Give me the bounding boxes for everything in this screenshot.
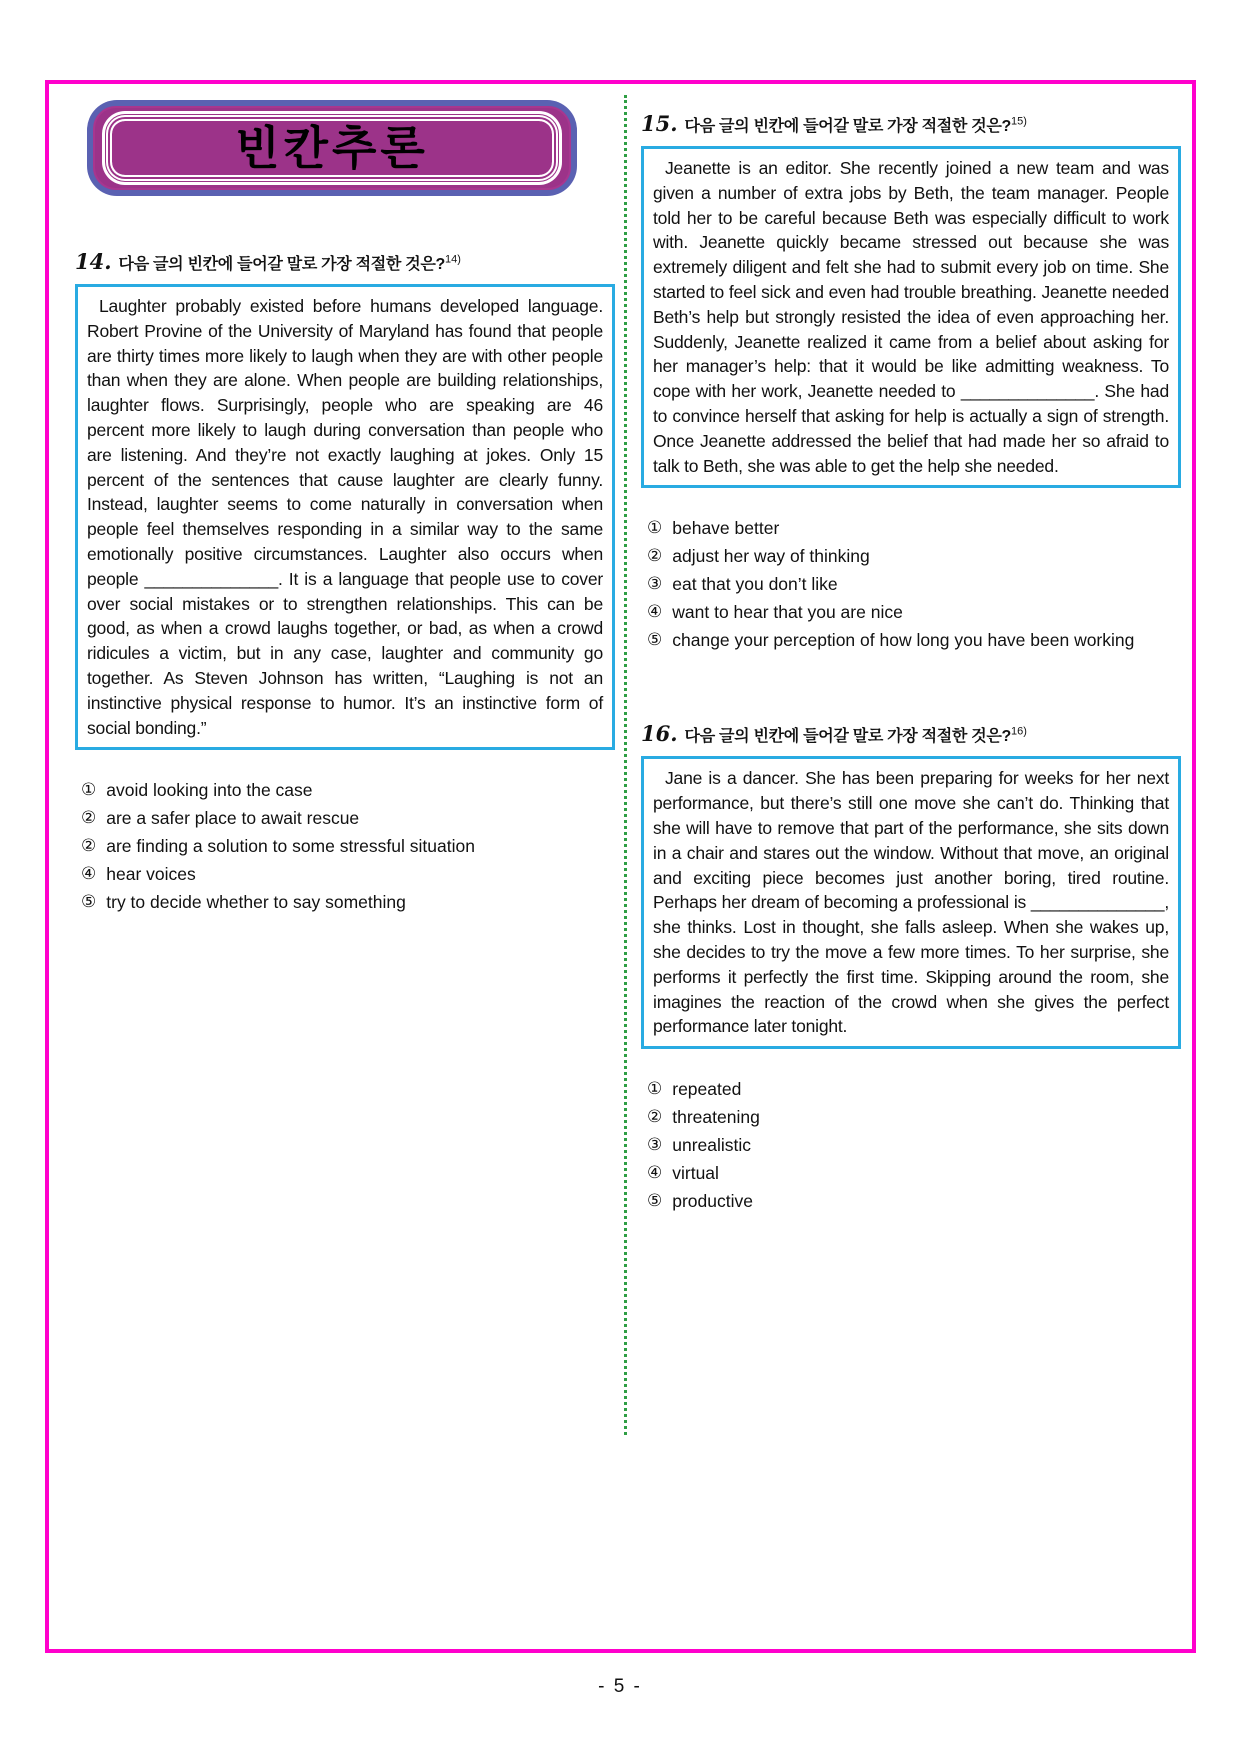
question-number: 14. <box>75 249 112 274</box>
choice-item <box>647 1187 1181 1215</box>
question-14 <box>75 250 615 916</box>
choice-item <box>81 804 615 832</box>
footnote-marker: 16) <box>1011 726 1027 739</box>
choice-marker: ⑤ <box>81 892 97 912</box>
choice-marker: ① <box>647 518 663 538</box>
choice-text: eat that you don’t like <box>672 574 838 595</box>
choice-text: hear voices <box>106 864 196 885</box>
section-title: 빈칸추론 <box>235 122 429 174</box>
choice-text: are finding a solution to some stressful situation <box>106 836 475 857</box>
choice-item <box>81 776 615 804</box>
choice-item <box>647 1131 1181 1159</box>
footnote-marker: 15) <box>1011 115 1027 128</box>
question-number: 16. <box>641 721 678 747</box>
choice-item <box>81 860 615 888</box>
choice-item <box>647 514 1181 542</box>
choice-text: unrealistic <box>672 1135 752 1156</box>
choice-item <box>81 832 615 860</box>
choice-item <box>81 888 615 916</box>
choice-text: avoid looking into the case <box>106 780 313 801</box>
choice-marker: ⑤ <box>647 1191 663 1211</box>
choice-list <box>641 514 1181 654</box>
footnote-marker: 14) <box>445 253 461 266</box>
choice-marker: ② <box>647 1107 663 1127</box>
question-prompt: 다음 글의 빈칸에 들어갈 말로 가장 적절한 것은? <box>684 118 1012 135</box>
question-16 <box>641 722 1181 1215</box>
choice-text: productive <box>672 1191 753 1212</box>
question-15 <box>641 112 1181 654</box>
choice-text: virtual <box>672 1163 719 1184</box>
passage-box: Jeanette is an editor. She recently joined a new team and was given a number of extra jobs by Beth, the team manager. People told her to be careful because Beth was especially difficult to work with. Jeanette quickly became stressed out because she was extremely diligent and felt she had to submit every job on time. She started to feel sick and even had trouble breathing. Jeanette needed Beth’s help but strongly resisted the idea of even approaching her. Suddenly, Jeanette realized it came from a belief about asking for her manager’s help: that it would be like admitting weakness. To cope with her work, Jeanette needed to ______________. She had to convince herself that asking for help is actually a sign of strength. Once Jeanette addressed the belief that had made her so afraid to talk to Beth, she was able to get the help she needed. <box>641 146 1181 488</box>
left-column <box>75 95 615 916</box>
question-header <box>641 722 1181 749</box>
column-divider <box>624 95 627 1435</box>
choice-text: try to decide whether to say something <box>106 892 406 913</box>
choice-list <box>75 776 615 916</box>
choice-text: are a safer place to await rescue <box>106 808 360 829</box>
right-column <box>641 95 1181 1215</box>
section-badge-body <box>93 106 571 190</box>
passage-box: Laughter probably existed before humans developed language. Robert Provine of the University of Maryland has found that people are thirty times more likely to laugh when they are with other people than when they are alone. When people are building relationships, laughter flows. Surprisingly, people who are speaking are 46 percent more likely to laugh during conversation than people who are listening. And they’re not exactly laughing at jokes. Only 15 percent of the sentences that cause laughter are clearly funny. Instead, laughter seems to come naturally in conversation when people feel themselves responding in a similar way to the same emotionally positive circumstances. Laughter also occurs when people ______________. It is a language that people use to cover over social mistakes or to strengthen relationships. This can be good, as when a crowd laughs together, or bad, as when a crowd ridicules a victim, but in any case, laughter and community go together. As Steven Johnson has written, “Laughing is not an instinctive physical response to humor. It’s an instinctive form of social bonding.” <box>75 284 615 750</box>
question-prompt: 다음 글의 빈칸에 들어갈 말로 가장 적절한 것은? <box>118 256 446 273</box>
question-header <box>641 112 1181 139</box>
question-prompt: 다음 글의 빈칸에 들어갈 말로 가장 적절한 것은? <box>684 728 1012 746</box>
choice-text: want to hear that you are nice <box>672 602 903 623</box>
choice-marker: ④ <box>647 602 663 622</box>
choice-marker: ③ <box>647 1135 663 1155</box>
choice-item <box>647 1159 1181 1187</box>
choice-marker: ⑤ <box>647 630 663 650</box>
question-header <box>75 250 615 277</box>
choice-marker: ① <box>647 1079 663 1099</box>
choice-marker: ① <box>81 780 97 800</box>
choice-item <box>647 542 1181 570</box>
choice-item <box>647 626 1181 654</box>
choice-text: behave better <box>672 518 780 539</box>
choice-item <box>647 1075 1181 1103</box>
choice-marker: ③ <box>647 574 663 594</box>
question-number: 15. <box>641 111 678 136</box>
choice-item <box>647 570 1181 598</box>
choice-item <box>647 1103 1181 1131</box>
section-badge-rings <box>112 121 552 175</box>
choice-text: threatening <box>672 1107 760 1128</box>
passage-box: Jane is a dancer. She has been preparing for weeks for her next performance, but there’s still one move she can’t do. Thinking that she will have to remove that part of the performance, she sits down in a chair and stares out the window. Without that move, an original and exciting piece becomes just another boring, tired routine. Perhaps her dream of becoming a professional is ______________, she thinks. Lost in thought, she falls asleep. When she wakes up, she decides to try the move a few more times. To her surprise, she performs it perfectly the first time. Skipping around the room, she imagines the reaction of the crowd when she gives the perfect performance later tonight. <box>641 756 1181 1049</box>
choice-marker: ④ <box>81 864 97 884</box>
section-badge <box>87 100 577 196</box>
choice-marker: ④ <box>647 1163 663 1183</box>
choice-marker: ② <box>81 808 97 828</box>
choice-text: change your perception of how long you have been working <box>672 630 1135 651</box>
page-number: - 5 - <box>598 1676 642 1697</box>
choice-item <box>647 598 1181 626</box>
choice-marker: ② <box>81 836 97 856</box>
choice-text: adjust her way of thinking <box>672 546 870 567</box>
choice-list <box>641 1075 1181 1215</box>
choice-marker: ② <box>647 546 663 566</box>
choice-text: repeated <box>672 1079 742 1100</box>
